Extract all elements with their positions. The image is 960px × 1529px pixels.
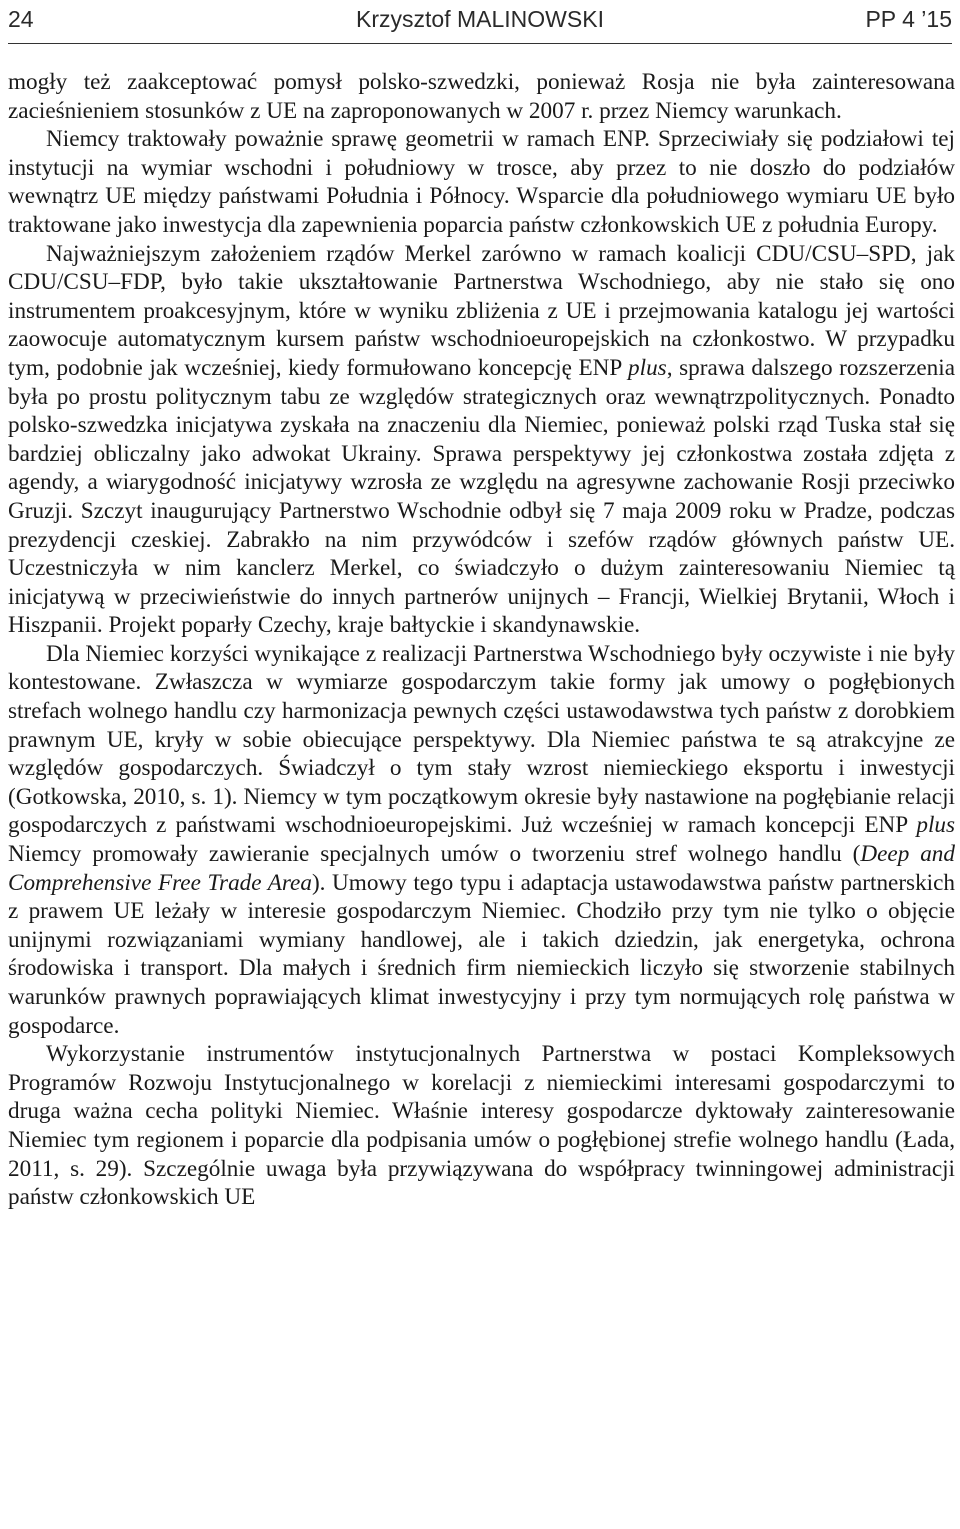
running-head-journal: PP 4 ’15 (865, 6, 952, 32)
paragraph (8, 1040, 955, 1212)
text-run: Niemcy promowały zawieranie specjalnych umów o tworzeniu stref wolnego handlu ( (8, 841, 861, 868)
text-run: mogły też zaakceptować pomysł polsko-szwedzki, ponieważ Rosja nie była zainteresowana zacieśnieniem stosunków z UE na zaproponowanych w 2007 r. przez Niemcy warunkach. (8, 69, 955, 124)
page-number: 24 (8, 6, 34, 32)
text-run: , sprawa dalszego rozszerzenia była po prostu politycznym tabu ze względów strategicznych oraz wewnątrzpolitycznych. Ponadto polsko-szwedzka inicjatywa zyskała na znaczeniu dla Niemiec, ponieważ polski rząd Tuska stał się bardziej obliczalny jako adwokat Ukrainy. Sprawa perspektywy jej członkostwa została zdjęta z agendy, a wiarygodność inicjatywy wzrosła ze względu na agresywne zachowanie Rosji przeciwko Gruzji. Szczyt inaugurujący Partnerstwo Wschodnie odbył się 7 maja 2009 roku w Pradze, podczas prezydencji czeskiej. Zabrakło na nim przywódców i szefów rządów głównych państw UE. Uczestniczyła w nim kanclerz Merkel, co świadczyło o dużym zainteresowaniu Niemiec tą inicjatywą w przeciwieństwie do innych partnerów unijnych – Francji, Wielkiej Brytanii, Włoch i Hiszpanii. Projekt poparły Czechy, kraje bałtyckie i skandynawskie. (8, 354, 955, 639)
italic-text: plus (916, 812, 955, 839)
page-header (8, 0, 952, 44)
header-divider (8, 43, 952, 44)
paragraph (8, 125, 955, 239)
text-run: Wykorzystanie instrumentów instytucjonalnych Partnerstwa w postaci Kompleksowych Programów Rozwoju Instytucjonalnego w korelacji z niemieckimi interesami gospodarczymi to druga ważna cecha polityki Niemiec. Właśnie interesy gospodarcze dyktowały zainteresowanie Niemiec tym regionem i poparcie dla podpisania umów o pogłębionej strefie wolnego handlu (Łada, 2011, s. 29). Szczególnie uwaga była przywiązywana do współpracy twinningowej administracji państw członkowskich UE (8, 1041, 955, 1211)
article-body (8, 68, 955, 1212)
italic-text: Deep and Comprehensive Free Trade Area (8, 841, 955, 896)
text-run: ). Umowy tego typu i adaptacja ustawodawstwa państw partnerskich z prawem UE leżały w interesie gospodarczym Niemiec. Chodziło przy tym nie tylko o objęcie unijnymi rozwiązaniami wymiany handlowej, ale i takich dziedzin, jak energetyka, ochrona środowiska i transport. Dla małych i średnich firm niemieckich liczyło się stworzenie stabilnych warunków prawnych poprawiających klimat inwestycyjny i przy tym normujących rolę państwa w gospodarce. (8, 869, 956, 1039)
paragraph (8, 68, 955, 125)
text-run: Dla Niemiec korzyści wynikające z realizacji Partnerstwa Wschodniego były oczywiste i nie były kontestowane. Zwłaszcza w wymiarze gospodarczym takie formy jak umowy o pogłębionych strefach wolnego handlu czy harmonizacja pewnych części ustawodawstwa tych państw z dorobkiem prawnym UE, kryły w sobie obiecujące perspektywy. Dla Niemiec państwa te są atrakcyjne ze względów gospodarczych. Świadczył o tym stały wzrost niemieckiego eksportu i inwestycji (Gotkowska, 2010, s. 1). Niemcy w tym początkowym okresie były nastawione na pogłębianie relacji gospodarczych z państwami wschodnioeuropejskimi. Już wcześniej w ramach koncepcji ENP (8, 640, 955, 839)
text-run: Niemcy traktowały poważnie sprawę geometrii w ramach ENP. Sprzeciwiały się podziałowi tej instytucji na wymiar wschodni i południowy w trosce, aby przez to nie doszło do podziałów wewnątrz UE między państwami Południa i Północy. Wsparcie dla południowego wymiaru UE było traktowane jako inwestycja dla zapewnienia poparcia państw członkowskich UE z południa Europy. (8, 126, 955, 238)
paragraph (8, 640, 955, 1040)
running-head-author: Krzysztof MALINOWSKI (356, 6, 604, 32)
text-run: Najważniejszym założeniem rządów Merkel zarówno w ramach koalicji CDU/CSU–SPD, jak CDU/CSU–FDP, było takie ukształtowanie Partnerstwa Wschodniego, aby nie stało się ono instrumentem proakcesyjnym, które w wyniku zbliżenia z UE i przejmowania katalogu jej wartości zaowocuje automatycznym kursem państw wschodnioeuropejskich na członkostwo. W przypadku tym, podobnie jak wcześniej, kiedy formułowano koncepcję ENP (8, 240, 955, 381)
paragraph (8, 240, 955, 640)
italic-text: plus (628, 354, 667, 381)
